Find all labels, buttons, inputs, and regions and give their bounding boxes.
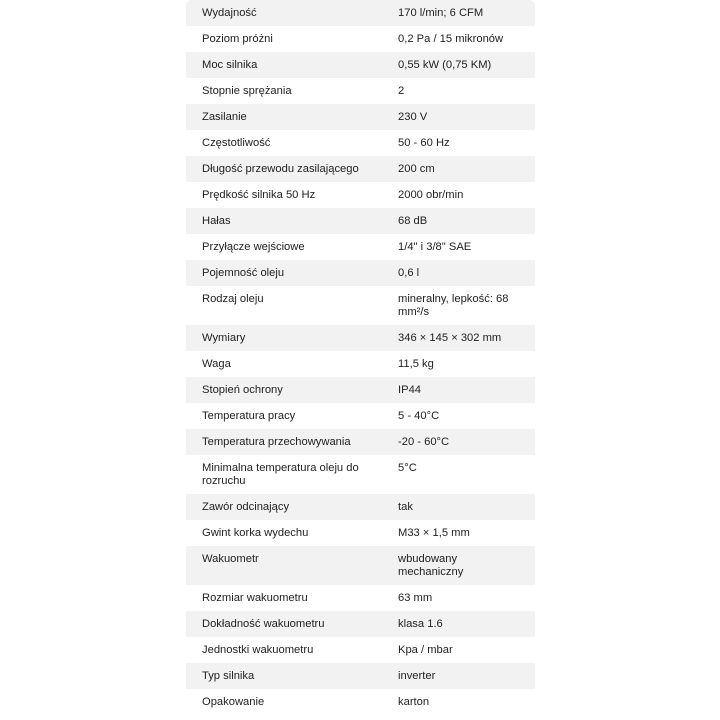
spec-label: Częstotliwość xyxy=(202,137,271,149)
spec-value: 0,55 kW (0,75 KM) xyxy=(398,59,492,71)
table-row xyxy=(186,585,535,611)
spec-label: Długość przewodu zasilającego xyxy=(202,163,359,175)
spec-value: 50 - 60 Hz xyxy=(398,137,450,149)
spec-label: Dokładność wakuometru xyxy=(202,618,325,630)
spec-value: mineralny, lepkość: 68 mm²/s xyxy=(398,293,509,318)
spec-label: Stopnie sprężania xyxy=(202,85,292,97)
spec-value: wbudowany mechaniczny xyxy=(398,553,464,578)
spec-label: Gwint korka wydechu xyxy=(202,527,309,539)
spec-value: klasa 1.6 xyxy=(398,618,443,630)
specification-table xyxy=(186,0,535,715)
spec-label: Rozmiar wakuometru xyxy=(202,592,308,604)
spec-label: Pojemność oleju xyxy=(202,267,285,279)
spec-value: 68 dB xyxy=(398,215,428,227)
table-row xyxy=(186,78,535,104)
spec-label: Wydajność xyxy=(202,7,257,19)
spec-value: 11,5 kg xyxy=(398,358,434,370)
table-row xyxy=(186,260,535,286)
spec-value: 1/4" i 3/8" SAE xyxy=(398,241,472,253)
spec-value: 0,2 Pa / 15 mikronów xyxy=(398,33,504,45)
spec-value: IP44 xyxy=(398,384,422,396)
spec-value: inverter xyxy=(398,670,436,682)
spec-label: Zawór odcinający xyxy=(202,501,290,513)
table-row xyxy=(186,182,535,208)
spec-value: 2000 obr/min xyxy=(398,189,464,201)
spec-value: 5°C xyxy=(398,462,417,474)
spec-label: Rodzaj oleju xyxy=(202,293,264,305)
spec-value: 170 l/min; 6 CFM xyxy=(398,7,484,19)
spec-value: 63 mm xyxy=(398,592,433,604)
table-row xyxy=(186,455,535,494)
table-row xyxy=(186,637,535,663)
spec-label: Opakowanie xyxy=(202,696,265,708)
spec-label: Zasilanie xyxy=(202,111,247,123)
spec-value: -20 - 60°C xyxy=(398,436,450,448)
table-row xyxy=(186,325,535,351)
spec-value: 2 xyxy=(398,85,405,97)
spec-label: Przyłącze wejściowe xyxy=(202,241,305,253)
table-row xyxy=(186,689,535,715)
spec-value: tak xyxy=(398,501,413,513)
spec-value: 346 × 145 × 302 mm xyxy=(398,332,502,344)
table-row xyxy=(186,52,535,78)
spec-label: Wakuometr xyxy=(202,553,259,565)
table-row xyxy=(186,234,535,260)
table-row xyxy=(186,403,535,429)
spec-label: Wymiary xyxy=(202,332,246,344)
spec-value: 230 V xyxy=(398,111,428,123)
spec-value: Kpa / mbar xyxy=(398,644,453,656)
table-row xyxy=(186,130,535,156)
table-row xyxy=(186,429,535,455)
table-row xyxy=(186,494,535,520)
table-row xyxy=(186,546,535,585)
spec-label: Stopień ochrony xyxy=(202,384,283,396)
spec-label: Waga xyxy=(202,358,231,370)
spec-value: M33 × 1,5 mm xyxy=(398,527,470,539)
spec-value: 200 cm xyxy=(398,163,435,175)
table-row xyxy=(186,520,535,546)
spec-label: Temperatura pracy xyxy=(202,410,296,422)
spec-label: Hałas xyxy=(202,215,231,227)
spec-label: Typ silnika xyxy=(202,670,255,682)
table-row xyxy=(186,377,535,403)
table-row xyxy=(186,0,535,26)
spec-label: Poziom próżni xyxy=(202,33,273,45)
spec-label: Minimalna temperatura oleju do rozruchu xyxy=(202,462,359,487)
spec-label: Jednostki wakuometru xyxy=(202,644,314,656)
spec-value: karton xyxy=(398,696,430,708)
table-row xyxy=(186,351,535,377)
table-row xyxy=(186,104,535,130)
table-row xyxy=(186,156,535,182)
spec-value: 5 - 40°C xyxy=(398,410,440,422)
spec-label: Temperatura przechowywania xyxy=(202,436,351,448)
table-row xyxy=(186,208,535,234)
table-row xyxy=(186,663,535,689)
table-row xyxy=(186,286,535,325)
spec-label: Moc silnika xyxy=(202,59,258,71)
table-row xyxy=(186,26,535,52)
spec-value: 0,6 l xyxy=(398,267,420,279)
table-row xyxy=(186,611,535,637)
spec-label: Prędkość silnika 50 Hz xyxy=(202,189,316,201)
